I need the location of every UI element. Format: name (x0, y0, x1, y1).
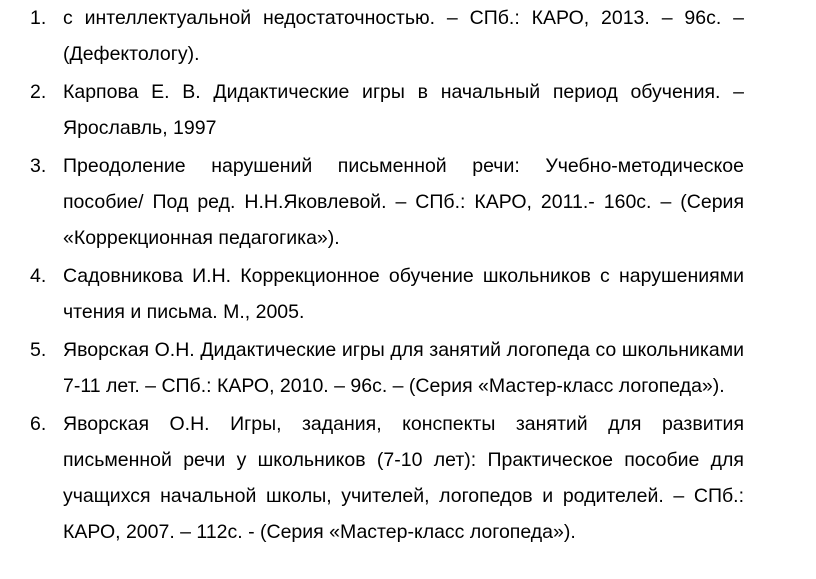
reference-text: с интеллектуальной недостаточностью. – СПб.: КАРО, 2013. – 96с. – (Дефектологу). (63, 7, 744, 65)
reference-text: Яворская О.Н. Дидактические игры для занятий логопеда со школьниками 7-11 лет. – СПб.: КАРО, 2010. – 96с. – (Серия «Мастер-класс логопеда»). (63, 339, 744, 397)
reference-number: 3. (30, 155, 47, 177)
reference-item-4 (30, 258, 744, 330)
reference-text: Садовникова И.Н. Коррекционное обучение школьников с нарушениями чтения и письма. М., 2005. (63, 265, 744, 323)
reference-text: Карпова Е. В. Дидактические игры в начальный период обучения. – Ярославль, 1997 (63, 81, 744, 139)
reference-item-5 (30, 332, 744, 404)
reference-number: 2. (30, 81, 47, 103)
reference-text: Преодоление нарушений письменной речи: Учебно-методическое пособие/ Под ред. Н.Н.Яковлевой. – СПб.: КАРО, 2011.- 160с. – (Серия «Коррекционная педагогика»). (63, 155, 744, 249)
reference-item-6 (30, 406, 744, 550)
reference-number: 5. (30, 339, 47, 361)
reference-number: 4. (30, 265, 47, 287)
reference-item-1 (30, 0, 744, 72)
reference-number: 1. (30, 7, 47, 29)
reference-item-2 (30, 74, 744, 146)
reference-text: Яворская О.Н. Игры, задания, конспекты занятий для развития письменной речи у школьников (7-10 лет): Практическое пособие для учащихся начальной школы, учителей, логопедов и родителей. – СПб.: КАРО, 2007. – 112с. - (Серия «Мастер-класс логопеда»). (63, 413, 744, 543)
reference-item-3 (30, 148, 744, 256)
reference-number: 6. (30, 413, 47, 435)
reference-list (30, 0, 744, 550)
